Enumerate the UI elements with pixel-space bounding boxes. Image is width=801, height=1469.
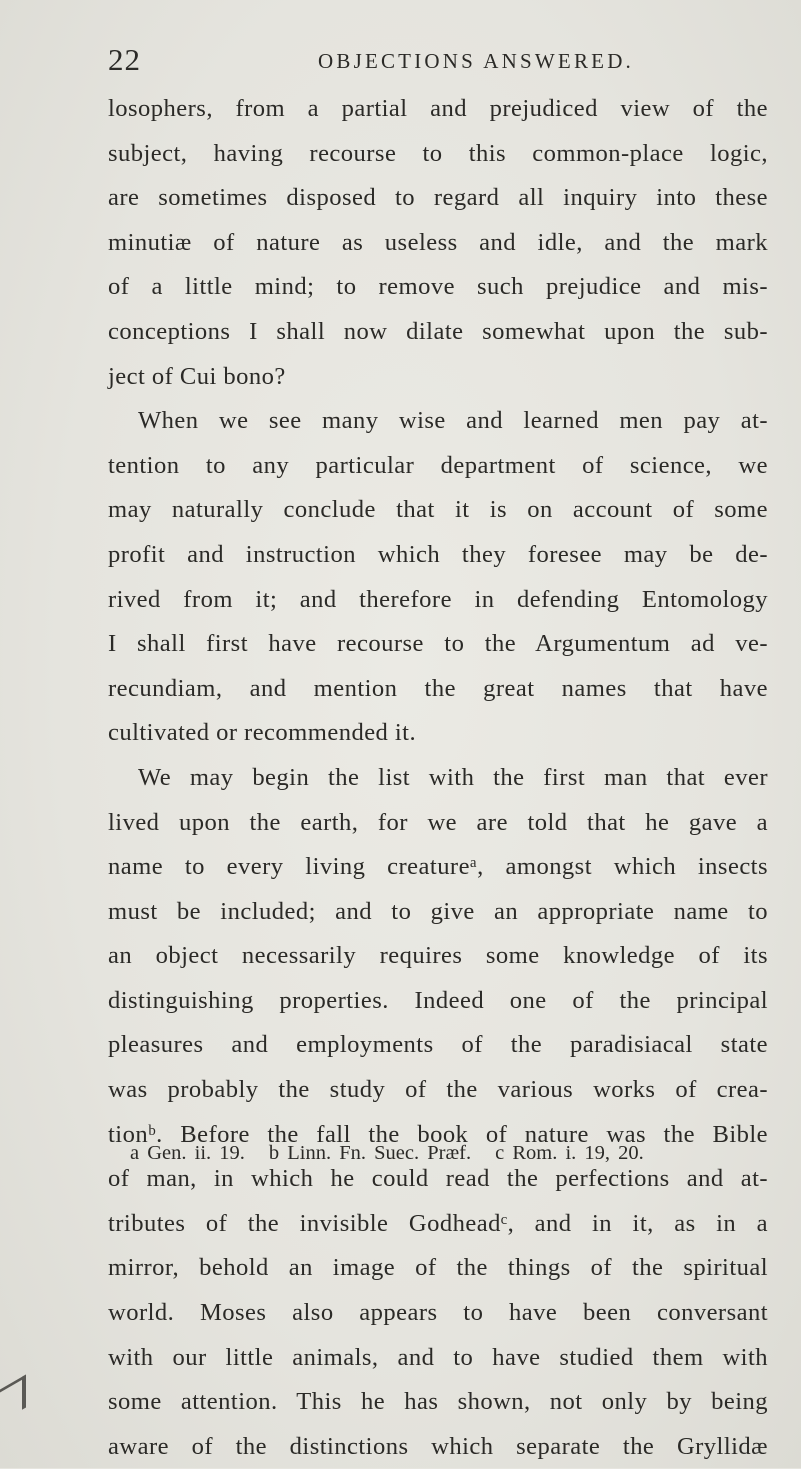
text-line: When we see many wise and learned men pay at- [138, 407, 768, 435]
page-number: 22 [108, 42, 141, 77]
footnote: a Gen. ii. 19. [130, 1142, 245, 1164]
text-line: profit and instruction which they foresee may be de- [108, 540, 768, 568]
text-line: pleasures and employments of the paradisiacal state [108, 1031, 768, 1059]
text-line: rived from it; and therefore in defending Entomology [108, 585, 768, 613]
page-header [108, 40, 768, 80]
text-line: We may begin the list with the first man that ever [138, 763, 768, 791]
text-line: tionᵇ. Before the fall the book of nature was the Bible [108, 1120, 768, 1148]
text-line: are sometimes disposed to regard all inquiry into these [108, 184, 768, 212]
text-line: losophers, from a partial and prejudiced view of the [108, 95, 768, 122]
page-edge-mark [0, 1374, 26, 1422]
text-line: mirror, behold an image of the things of the spiritual [108, 1254, 768, 1282]
text-line: name to every living creatureᵃ, amongst which insects [108, 853, 768, 881]
text-line: world. Moses also appears to have been conversant [108, 1299, 768, 1327]
text-line: must be included; and to give an appropriate name to [108, 897, 768, 925]
text-line: lived upon the earth, for we are told that he gave a [108, 808, 768, 836]
text-line: minutiæ of nature as useless and idle, and the mark [108, 228, 768, 256]
text-line: of man, in which he could read the perfections and at- [108, 1165, 768, 1193]
text-line: an object necessarily requires some knowledge of its [108, 942, 768, 970]
running-head: OBJECTIONS ANSWERED. [318, 49, 635, 73]
text-line: aware of the distinctions which separate the Gryllidæ [108, 1432, 768, 1460]
footnote: c Rom. i. 19, 20. [495, 1142, 644, 1164]
body-text [108, 87, 768, 1469]
text-line: cultivated or recommended it. [108, 719, 417, 747]
text-line: of a little mind; to remove such prejudice and mis- [108, 273, 768, 301]
text-line: I shall first have recourse to the Argumentum ad ve- [108, 630, 768, 658]
text-line: distinguishing properties. Indeed one of the principal [108, 986, 768, 1014]
text-line: may naturally conclude that it is on account of some [108, 496, 768, 524]
text-line: subject, having recourse to this common-place logic, [108, 139, 768, 167]
text-line: tributes of the invisible Godheadᶜ, and in it, as in a [108, 1209, 768, 1237]
text-line: was probably the study of the various works of crea- [108, 1076, 768, 1104]
text-line: tention to any particular department of science, we [108, 451, 768, 479]
footnote: b Linn. Fn. Suec. Præf. [268, 1142, 472, 1164]
text-line: conceptions I shall now dilate somewhat upon the sub- [108, 317, 768, 345]
text-line: recundiam, and mention the great names that have [108, 674, 768, 702]
footnotes [130, 1138, 690, 1168]
text-line: ject of Cui bono? [108, 362, 286, 390]
text-line: with our little animals, and to have studied them with [108, 1343, 768, 1371]
text-line: some attention. This he has shown, not only by being [108, 1388, 768, 1416]
